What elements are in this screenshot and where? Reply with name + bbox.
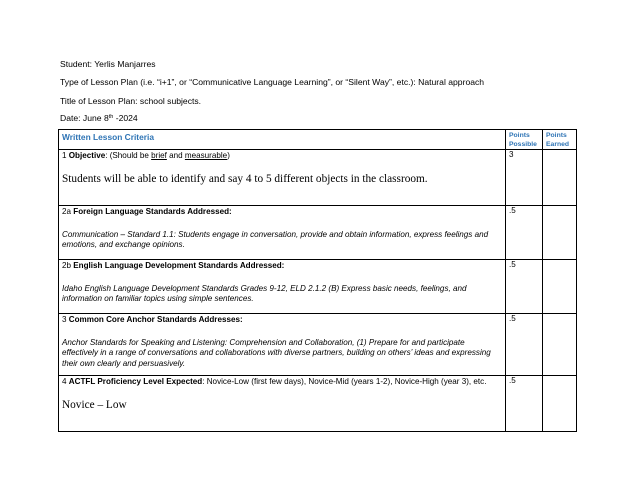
row-number: 2a xyxy=(62,207,74,216)
student-line: Student: Yerlis Manjarres xyxy=(60,59,156,69)
criteria-cell xyxy=(59,376,506,432)
criteria-cell xyxy=(59,206,506,260)
row-heading: Foreign Language Standards Addressed: xyxy=(73,207,232,216)
row-title xyxy=(62,314,502,326)
points-possible-cell: .5 xyxy=(506,260,543,314)
points-earned-cell[interactable] xyxy=(543,150,577,206)
table-row xyxy=(59,314,577,376)
table-row xyxy=(59,376,577,432)
row-title xyxy=(62,206,502,218)
standard-text: Idaho English Language Development Standards Grades 9-12, ELD 2.1.2 (B) Express basic needs, feelings, and information on familiar topics using simple sentences. xyxy=(62,283,467,303)
row-heading-text: ) xyxy=(227,151,230,160)
points-possible-cell: .5 xyxy=(506,376,543,432)
underlined-word: measurable xyxy=(184,151,228,160)
row-heading-text: : (Should be xyxy=(105,151,152,160)
date-superscript: th xyxy=(108,114,114,120)
points-earned-cell[interactable] xyxy=(543,206,577,260)
row-title xyxy=(62,376,502,388)
underlined-word: brief xyxy=(151,151,167,160)
points-possible-cell: 3 xyxy=(506,150,543,206)
row-heading: Common Core Anchor Standards Addresses: xyxy=(68,315,243,324)
points-possible-cell: .5 xyxy=(506,206,543,260)
points-possible-cell: .5 xyxy=(506,314,543,376)
standard-text: Anchor Standards for Speaking and Listening: Comprehension and Collaboration, (1) Prepare for and participate effectively in a range of conversations and collaborations with diverse partners, building on others’ ideas and expressing their own clearly and persuasively. xyxy=(62,337,491,368)
row-heading: English Language Development Standards Addressed: xyxy=(73,261,285,270)
row-title xyxy=(62,260,502,272)
row-number: 1 xyxy=(62,151,69,160)
row-heading-text: : Novice-Low (first few days), Novice-Mid (years 1-2), Novice-High (year 3), etc. xyxy=(202,377,487,386)
criteria-cell xyxy=(59,314,506,376)
lesson-title-line: Title of Lesson Plan: school subjects. xyxy=(60,96,202,106)
header-criteria: Written Lesson Criteria xyxy=(59,130,506,150)
points-earned-cell[interactable] xyxy=(543,376,577,432)
row-heading-text: and xyxy=(166,151,185,160)
table-row xyxy=(59,206,577,260)
criteria-table xyxy=(58,129,577,432)
row-title xyxy=(62,150,502,162)
criteria-cell xyxy=(59,260,506,314)
header-points-earned: Points Earned xyxy=(543,130,577,150)
table-header-row xyxy=(59,130,577,150)
row-heading: Objective xyxy=(68,151,106,160)
row-number: 3 xyxy=(62,315,69,324)
points-earned-cell[interactable] xyxy=(543,314,577,376)
date-line xyxy=(60,113,138,123)
lesson-type-line: Type of Lesson Plan (i.e. “i+1”, or “Communicative Language Learning”, or “Silent Way”, etc.): Natural approach xyxy=(60,77,485,87)
date-text: Date: June 8 xyxy=(60,113,109,123)
criteria-cell xyxy=(59,150,506,206)
points-earned-cell[interactable] xyxy=(543,260,577,314)
row-number: 4 xyxy=(62,377,69,386)
standard-text: Communication – Standard 1.1: Students engage in conversation, provide and obtain information, express feelings and emotions, and exchange opinions. xyxy=(62,229,489,249)
header-points-possible: Points Possible xyxy=(506,130,543,150)
date-year: -2024 xyxy=(113,113,138,123)
table-row xyxy=(59,260,577,314)
objective-text: Students will be able to identify and say 4 to 5 different objects in the classroom. xyxy=(62,172,428,185)
row-number: 2b xyxy=(62,261,74,270)
table-row xyxy=(59,150,577,206)
proficiency-text: Novice – Low xyxy=(62,398,127,411)
row-heading: ACTFL Proficiency Level Expected xyxy=(68,377,203,386)
